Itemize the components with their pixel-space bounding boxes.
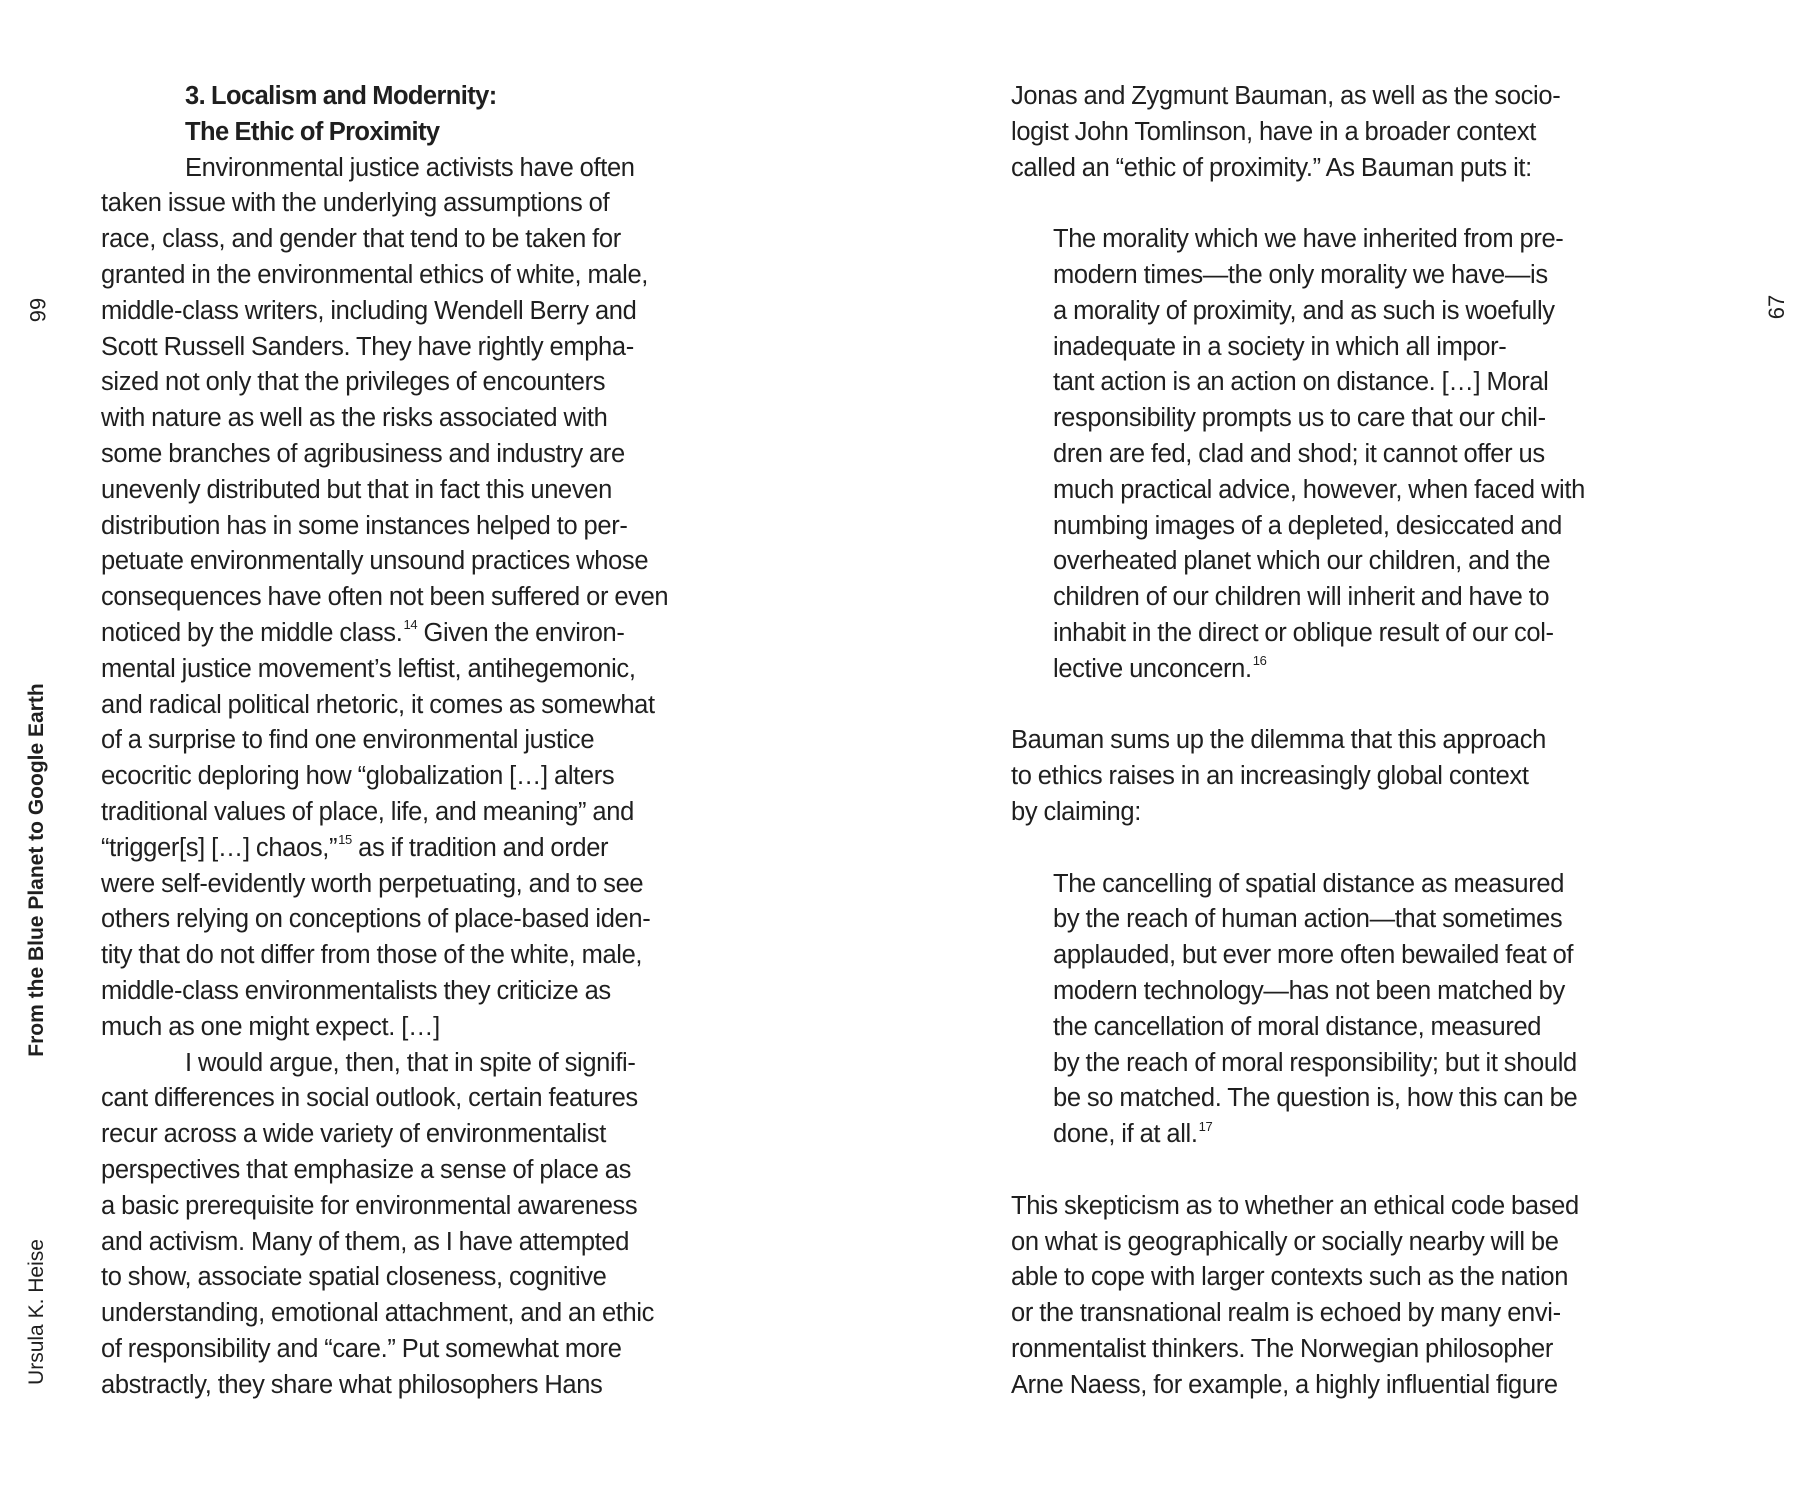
quote-line: a morality of proximity, and as such is woefully <box>1053 296 1555 325</box>
quote-line: the cancellation of moral distance, measured <box>1053 1012 1542 1041</box>
body-line: Environmental justice activists have often <box>185 153 635 182</box>
body-line: ronmentalist thinkers. The Norwegian philosopher <box>1011 1334 1554 1363</box>
body-line: logist John Tomlinson, have in a broader context <box>1011 117 1536 146</box>
body-line: some branches of agribusiness and industry are <box>101 439 625 468</box>
body-line-with-footnote-14 <box>101 616 821 652</box>
body-line: Bauman sums up the dilemma that this approach <box>1011 726 1546 755</box>
body-line: to show, associate spatial closeness, cognitive <box>101 1263 607 1292</box>
body-line: with nature as well as the risks associated with <box>101 404 608 433</box>
quote-line: The morality which we have inherited from pre- <box>1053 225 1564 254</box>
section-heading-line-1: 3. Localism and Modernity: <box>185 82 497 110</box>
body-line: petuate environmentally unsound practices whose <box>101 547 649 576</box>
footnote-ref-15[interactable]: 15 <box>338 832 352 848</box>
body-text: as if tradition and order <box>351 833 609 862</box>
block-quote-1 <box>1011 222 1731 687</box>
footnote-ref-17[interactable]: 17 <box>1198 1118 1213 1134</box>
paragraph-gap <box>1011 688 1731 724</box>
paragraph-gap <box>1011 831 1731 867</box>
body-line: to ethics raises in an increasingly global context <box>1011 762 1529 791</box>
body-line: middle-class writers, including Wendell Berry and <box>101 296 637 325</box>
body-line: recur across a wide variety of environmentalist <box>101 1120 606 1149</box>
body-line: able to cope with larger contexts such as the nation <box>1011 1263 1569 1292</box>
body-line: much as one might expect. […] <box>101 1012 440 1041</box>
quote-line: modern technology—has not been matched by <box>1053 976 1565 1005</box>
left-page-column <box>101 79 821 1403</box>
body-line: unevenly distributed but that in fact this uneven <box>101 475 612 504</box>
body-line: race, class, and gender that tend to be taken for <box>101 225 621 254</box>
quote-line: dren are fed, clad and shod; it cannot offer us <box>1053 439 1545 468</box>
body-line: distribution has in some instances helped to per- <box>101 511 628 540</box>
footnote-ref-14[interactable]: 14 <box>403 617 418 633</box>
page-number-right: 67 <box>1764 294 1789 320</box>
body-line: tity that do not differ from those of the white, male, <box>101 941 643 970</box>
quote-line: responsibility prompts us to care that our chil- <box>1053 404 1546 433</box>
quote-line-with-footnote-17 <box>1011 1117 1731 1153</box>
quote-line: by the reach of moral responsibility; but it should <box>1053 1048 1577 1077</box>
body-line: I would argue, then, that in spite of signifi- <box>185 1048 636 1077</box>
body-line: traditional values of place, life, and meaning” and <box>101 797 634 826</box>
body-line: and radical political rhetoric, it comes as somewhat <box>101 690 655 719</box>
quote-line: be so matched. The question is, how this can be <box>1053 1084 1578 1113</box>
quote-line: numbing images of a depleted, desiccated and <box>1053 511 1562 540</box>
body-line: a basic prerequisite for environmental awareness <box>101 1191 638 1220</box>
body-line: were self-evidently worth perpetuating, and to see <box>101 869 644 898</box>
paragraph-gap <box>1011 186 1731 222</box>
quote-line: overheated planet which our children, and the <box>1053 547 1551 576</box>
body-line-with-footnote-15 <box>101 831 821 867</box>
body-line: granted in the environmental ethics of white, male, <box>101 260 649 289</box>
quote-line: modern times—the only morality we have—is <box>1053 260 1548 289</box>
body-line: Arne Naess, for example, a highly influential figure <box>1011 1370 1558 1399</box>
running-title: From the Blue Planet to Google Earth <box>25 683 48 1057</box>
body-line: and activism. Many of them, as I have attempted <box>101 1227 630 1256</box>
quote-line: tant action is an action on distance. […] Moral <box>1053 368 1549 397</box>
right-page-column <box>1011 79 1731 1403</box>
body-line: Scott Russell Sanders. They have rightly empha- <box>101 332 634 361</box>
body-line: called an “ethic of proximity.” As Bauman puts it: <box>1011 153 1532 182</box>
section-heading-line-2: The Ethic of Proximity <box>185 117 440 146</box>
quote-line: by the reach of human action—that sometimes <box>1053 905 1563 934</box>
quote-text: done, if at all. <box>1053 1120 1198 1149</box>
body-line: others relying on conceptions of place-based iden- <box>101 905 651 934</box>
body-line: by claiming: <box>1011 797 1141 826</box>
body-line: consequences have often not been suffered or even <box>101 583 669 612</box>
quote-line: inadequate in a society in which all impor- <box>1053 332 1507 361</box>
body-line: abstractly, they share what philosophers Hans <box>101 1370 603 1399</box>
body-line: of responsibility and “care.” Put somewhat more <box>101 1334 622 1363</box>
quote-line: inhabit in the direct or oblique result of our col- <box>1053 618 1554 647</box>
body-line: or the transnational realm is echoed by many envi- <box>1011 1299 1561 1328</box>
quote-text: lective unconcern. <box>1053 654 1252 683</box>
paragraph-gap <box>1011 1153 1731 1189</box>
body-line: perspectives that emphasize a sense of place as <box>101 1155 632 1184</box>
quote-line: The cancelling of spatial distance as measured <box>1053 869 1565 898</box>
body-line: This skepticism as to whether an ethical code based <box>1011 1191 1579 1220</box>
body-text: noticed by the middle class. <box>101 618 403 647</box>
body-line: ecocritic deploring how “globalization […] alters <box>101 762 615 791</box>
body-line: cant differences in social outlook, certain features <box>101 1084 638 1113</box>
running-author: Ursula K. Heise <box>25 1239 48 1385</box>
body-line: sized not only that the privileges of encounters <box>101 368 606 397</box>
page-number-left: 66 <box>25 297 50 323</box>
body-line: Jonas and Zygmunt Bauman, as well as the socio- <box>1011 82 1561 110</box>
body-line: middle-class environmentalists they criticize as <box>101 976 611 1005</box>
footnote-ref-16[interactable]: 16 <box>1252 653 1267 669</box>
body-line: mental justice movement’s leftist, antihegemonic, <box>101 654 636 683</box>
quote-line: children of our children will inherit and have to <box>1053 583 1550 612</box>
block-quote-2 <box>1011 867 1731 1153</box>
body-line: understanding, emotional attachment, and an ethic <box>101 1299 655 1328</box>
quote-line: much practical advice, however, when faced with <box>1053 475 1585 504</box>
body-text: Given the environ- <box>417 618 625 647</box>
quote-line: applauded, but ever more often bewailed feat of <box>1053 941 1574 970</box>
body-text: “trigger[s] […] chaos,” <box>101 833 338 862</box>
body-line: of a surprise to find one environmental justice <box>101 726 595 755</box>
body-line: on what is geographically or socially nearby will be <box>1011 1227 1559 1256</box>
quote-line-with-footnote-16 <box>1011 652 1731 688</box>
body-line: taken issue with the underlying assumptions of <box>101 189 610 218</box>
